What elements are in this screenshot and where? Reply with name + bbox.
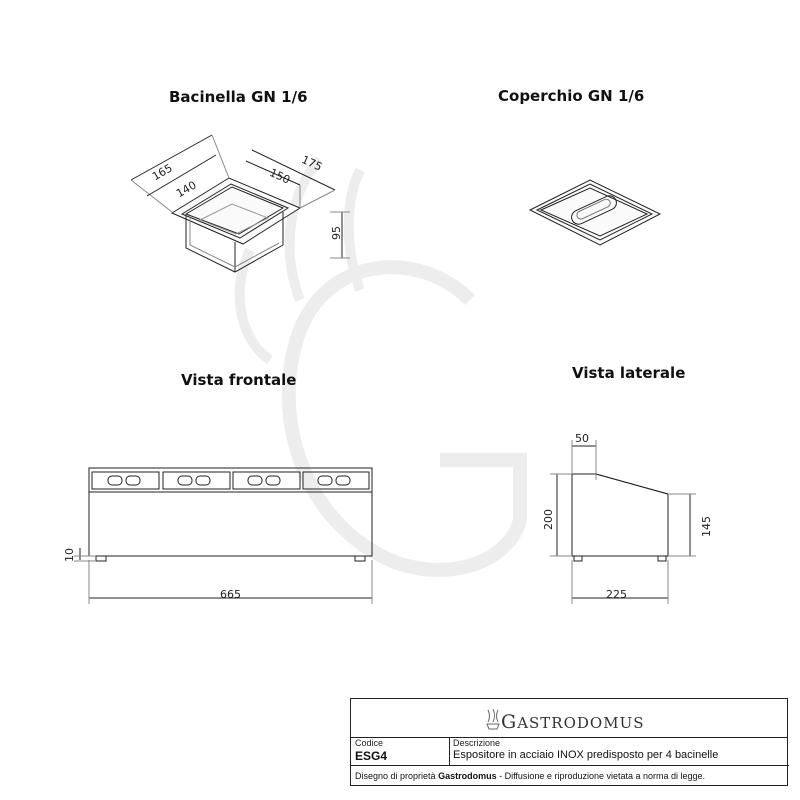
side-view-drawing [550,440,696,604]
dim-front-width: 665 [220,588,241,601]
dim-side-rear-height: 145 [700,516,713,537]
dim-side-depth: 225 [606,588,627,601]
footer-brand: Gastrodomus [438,771,497,781]
dim-bacinella-outer-width: 175 [299,153,325,174]
dim-front-foot: 10 [63,548,76,562]
description-cell [449,737,789,766]
dim-bacinella-outer-depth: 165 [150,161,175,184]
footer-prefix: Disegno di proprietà [355,771,439,781]
title-block [350,698,788,786]
ownership-notice [355,771,705,781]
dim-bacinella-inner-depth: 140 [174,178,199,201]
description-label: Descrizione [453,738,501,748]
front-tray-1 [92,472,159,489]
brand-name [501,711,645,733]
dim-bacinella-inner-width: 150 [267,166,293,187]
side-view-title: Vista laterale [572,364,686,382]
brand-rest: ASTRODOMUS [517,714,645,732]
bacinella-drawing [131,135,350,272]
front-tray-3 [233,472,300,489]
footer-suffix: - Diffusione e riproduzione vietata a norma di legge. [496,771,706,781]
dim-bacinella-height: 95 [330,226,343,240]
front-view-title: Vista frontale [181,371,297,389]
front-view-drawing [74,468,372,604]
title-block-brand-row [351,699,787,738]
bacinella-title: Bacinella GN 1/6 [169,88,308,106]
coperchio-drawing [530,180,660,245]
gastrodomus-logo-icon [485,708,501,730]
description-value: Espositore in acciaio INOX predisposto per 4 bacinelle [453,749,719,761]
code-value: ESG4 [355,749,388,763]
code-label: Codice [355,738,384,748]
dim-side-total-height: 200 [542,509,555,530]
coperchio-title: Coperchio GN 1/6 [498,87,645,105]
code-cell [351,737,450,766]
watermark-logo [240,160,520,570]
brand-initial: G [501,711,518,733]
front-tray-2 [163,472,230,489]
dim-side-top-inset: 50 [575,432,589,445]
